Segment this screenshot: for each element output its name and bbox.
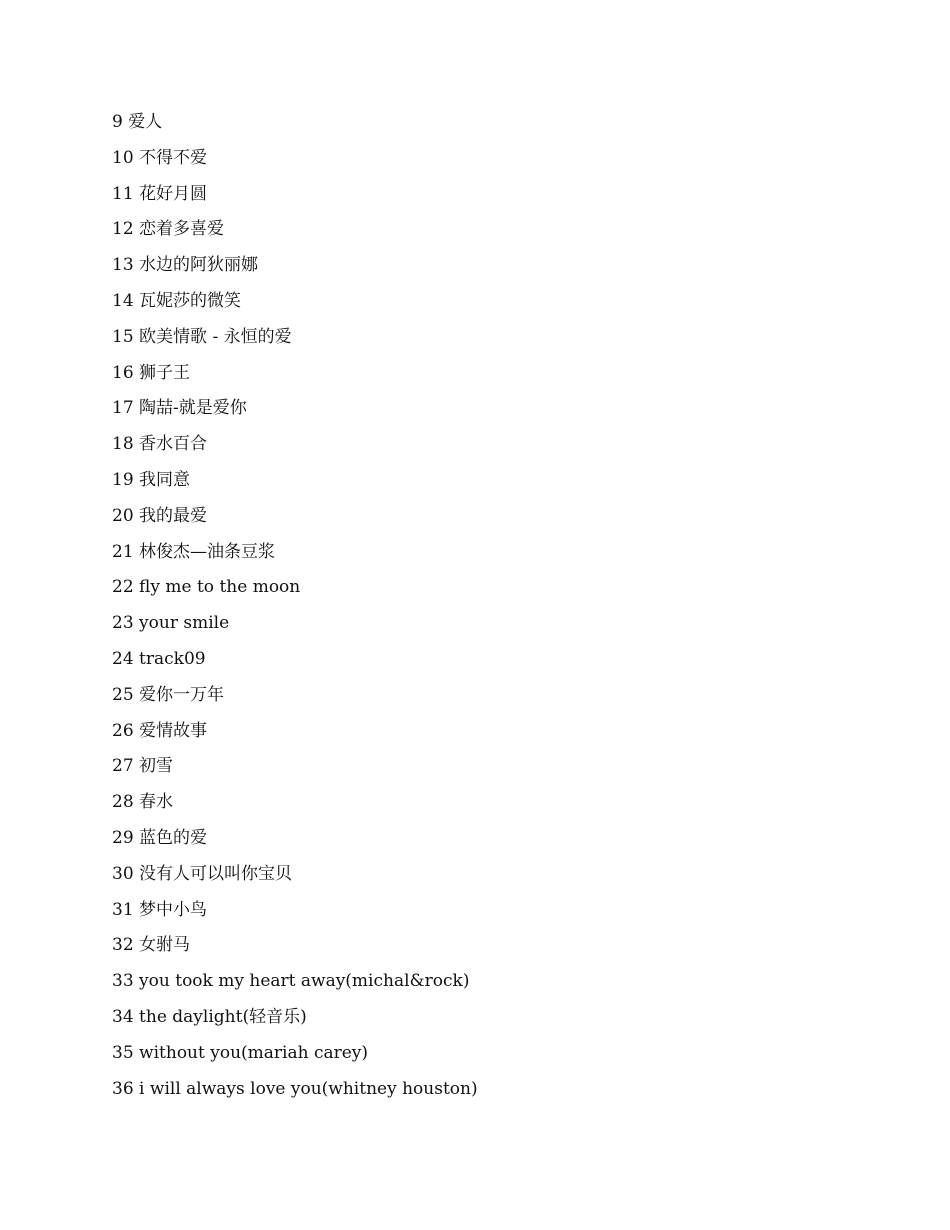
track-list bbox=[112, 105, 478, 1107]
track-title: 欧美情歌 - 永恒的爱 bbox=[139, 326, 292, 347]
track-title: without you(mariah carey) bbox=[139, 1042, 369, 1063]
track-item bbox=[112, 105, 478, 141]
track-number: 32 bbox=[112, 935, 134, 956]
track-title: 蓝色的爱 bbox=[139, 827, 208, 848]
track-number: 20 bbox=[112, 505, 134, 526]
track-number: 24 bbox=[112, 648, 134, 669]
track-item bbox=[112, 893, 478, 929]
track-number: 26 bbox=[112, 720, 134, 741]
track-title: 瓦妮莎的微笑 bbox=[139, 290, 242, 311]
track-number: 16 bbox=[112, 362, 134, 383]
track-number: 34 bbox=[112, 1006, 134, 1027]
track-item bbox=[112, 535, 478, 571]
track-title: the daylight(轻音乐) bbox=[139, 1006, 307, 1027]
track-number: 12 bbox=[112, 219, 134, 240]
track-item bbox=[112, 964, 478, 1000]
track-item bbox=[112, 356, 478, 392]
track-number: 10 bbox=[112, 147, 134, 168]
track-title: track09 bbox=[139, 648, 206, 669]
track-number: 22 bbox=[112, 577, 134, 598]
track-item bbox=[112, 570, 478, 606]
track-title: 林俊杰—油条豆浆 bbox=[139, 541, 276, 562]
track-title: i will always love you(whitney houston) bbox=[139, 1078, 478, 1099]
track-title: your smile bbox=[139, 613, 230, 634]
track-item bbox=[112, 391, 478, 427]
track-item bbox=[112, 499, 478, 535]
track-item bbox=[112, 857, 478, 893]
track-number: 30 bbox=[112, 863, 134, 884]
track-number: 21 bbox=[112, 541, 134, 562]
track-number: 11 bbox=[112, 183, 134, 204]
track-title: 水边的阿狄丽娜 bbox=[139, 255, 259, 276]
track-number: 9 bbox=[112, 112, 123, 132]
track-item bbox=[112, 1000, 478, 1036]
track-title: 我的最爱 bbox=[139, 505, 208, 526]
track-title: 花好月圆 bbox=[139, 183, 208, 204]
track-title: 爱人 bbox=[128, 112, 163, 132]
track-number: 14 bbox=[112, 290, 134, 311]
track-item bbox=[112, 928, 478, 964]
track-title: 香水百合 bbox=[139, 434, 208, 455]
track-number: 33 bbox=[112, 971, 134, 992]
track-title: 女驸马 bbox=[139, 935, 191, 956]
track-item bbox=[112, 284, 478, 320]
track-number: 17 bbox=[112, 398, 134, 419]
track-item bbox=[112, 714, 478, 750]
track-title: 我同意 bbox=[139, 469, 191, 490]
track-number: 36 bbox=[112, 1078, 134, 1099]
track-title: 不得不爱 bbox=[139, 147, 208, 168]
track-item bbox=[112, 678, 478, 714]
track-title: fly me to the moon bbox=[139, 577, 301, 598]
track-item bbox=[112, 606, 478, 642]
track-item bbox=[112, 141, 478, 177]
track-item bbox=[112, 821, 478, 857]
track-item bbox=[112, 749, 478, 785]
track-title: 初雪 bbox=[139, 756, 174, 777]
track-number: 18 bbox=[112, 434, 134, 455]
track-item bbox=[112, 785, 478, 821]
track-title: 春水 bbox=[139, 792, 174, 813]
track-title: 恋着多喜爱 bbox=[139, 219, 225, 240]
track-item bbox=[112, 1072, 478, 1108]
track-item bbox=[112, 463, 478, 499]
track-title: 狮子王 bbox=[139, 362, 191, 383]
track-number: 29 bbox=[112, 827, 134, 848]
track-number: 28 bbox=[112, 792, 134, 813]
track-number: 15 bbox=[112, 326, 134, 347]
track-number: 25 bbox=[112, 684, 134, 705]
track-number: 23 bbox=[112, 613, 134, 634]
track-item bbox=[112, 1036, 478, 1072]
track-number: 19 bbox=[112, 469, 134, 490]
track-title: you took my heart away(michal&rock) bbox=[139, 971, 470, 992]
track-number: 13 bbox=[112, 255, 134, 276]
track-title: 梦中小鸟 bbox=[139, 899, 208, 920]
track-item bbox=[112, 320, 478, 356]
track-title: 陶喆-就是爱你 bbox=[139, 398, 247, 419]
track-title: 没有人可以叫你宝贝 bbox=[139, 863, 293, 884]
track-title: 爱情故事 bbox=[139, 720, 208, 741]
track-title: 爱你一万年 bbox=[139, 684, 225, 705]
track-item bbox=[112, 427, 478, 463]
track-number: 27 bbox=[112, 756, 134, 777]
track-number: 35 bbox=[112, 1042, 134, 1063]
track-item bbox=[112, 212, 478, 248]
track-item bbox=[112, 248, 478, 284]
track-number: 31 bbox=[112, 899, 134, 920]
track-item bbox=[112, 177, 478, 213]
track-item bbox=[112, 642, 478, 678]
